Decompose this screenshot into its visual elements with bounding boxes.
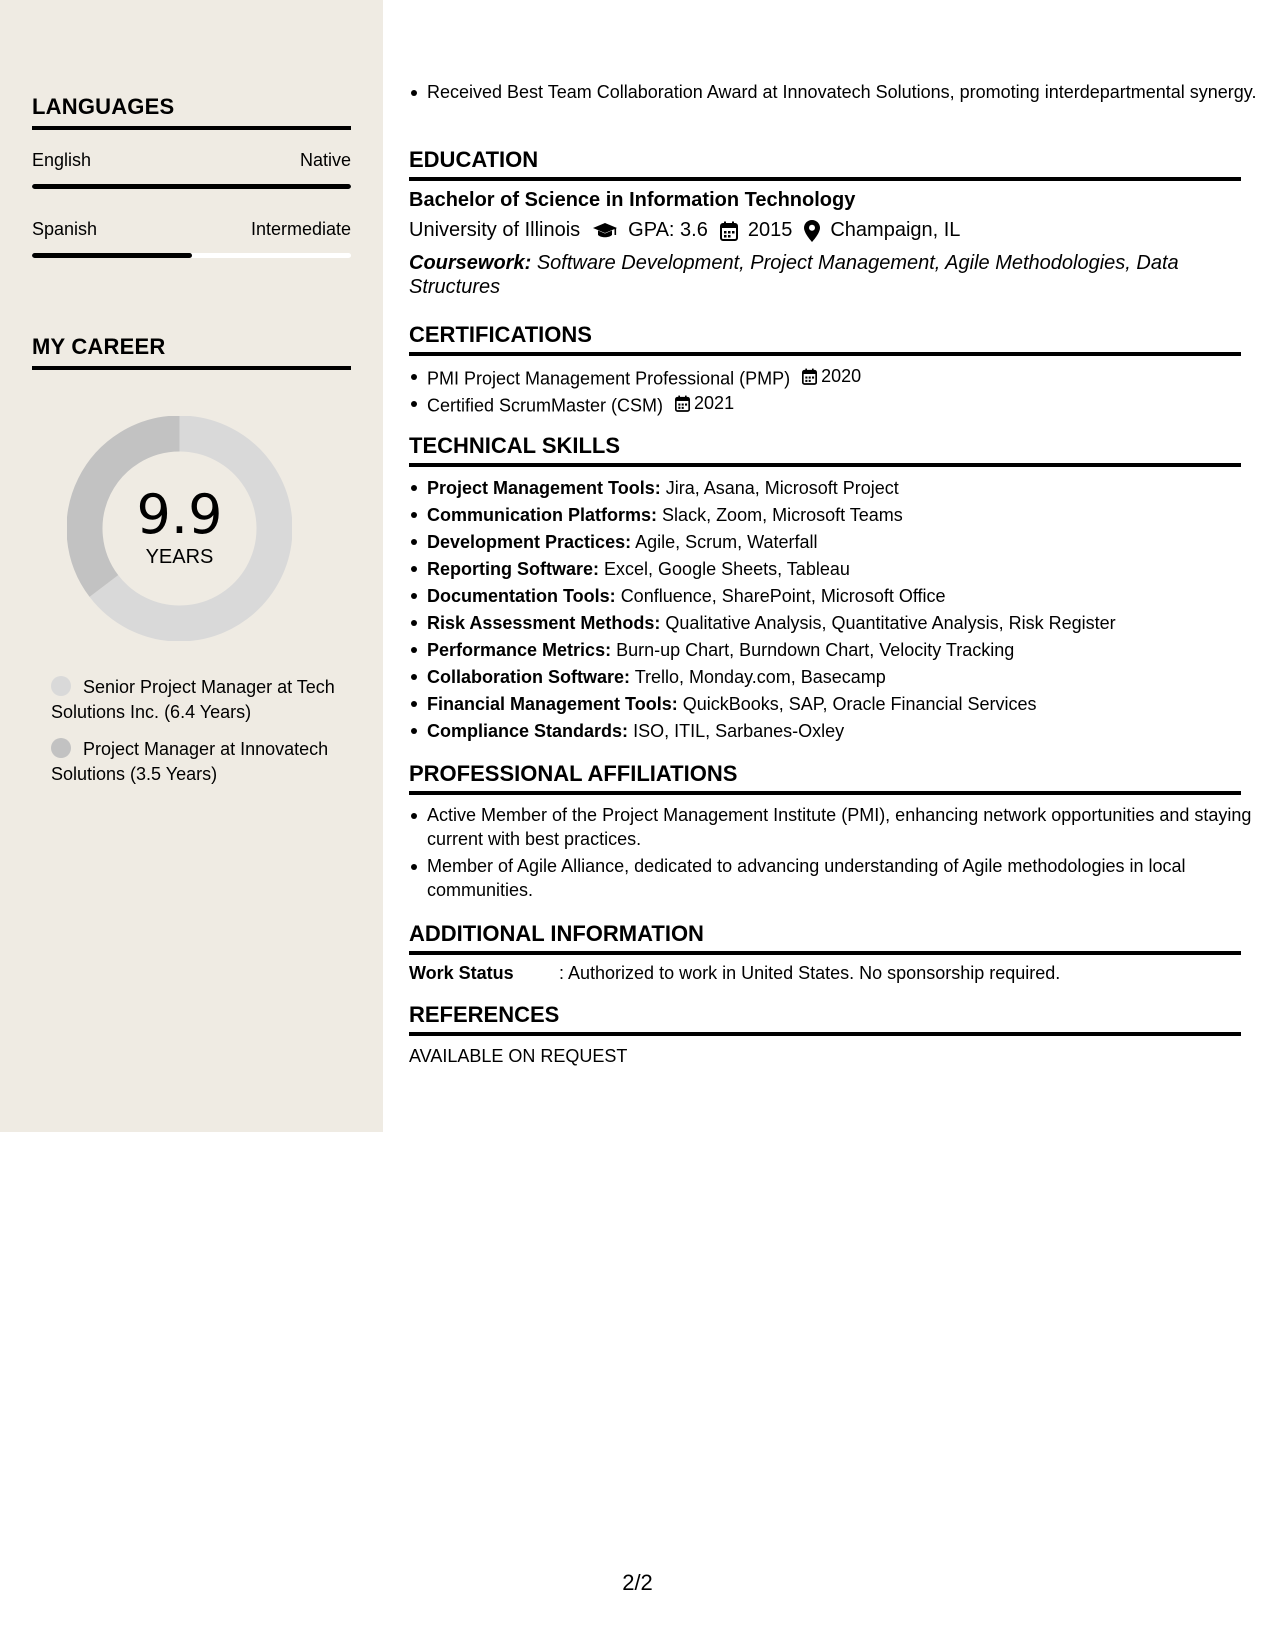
- skill-label: Reporting Software:: [427, 559, 600, 579]
- skill-value: QuickBooks, SAP, Oracle Financial Services: [682, 694, 1037, 714]
- work-status-row: [409, 963, 1060, 984]
- skill-item: [427, 529, 1259, 556]
- skill-label: Development Practices:: [427, 532, 632, 552]
- skill-value: Confluence, SharePoint, Microsoft Office: [620, 586, 946, 606]
- list-item: Received Best Team Collaboration Award at Innovatech Solutions, promoting interdepartmental synergy.: [427, 80, 1259, 104]
- work-status-label: Work Status: [409, 963, 514, 983]
- achievement-list: [409, 80, 1259, 104]
- education-year: 2015: [747, 219, 793, 241]
- skill-item: [427, 637, 1259, 664]
- language-level: Intermediate: [250, 219, 351, 239]
- skill-item: [427, 691, 1259, 718]
- language-bar-fill: [32, 184, 351, 189]
- career-legend-text: Project Manager at Innovatech Solutions (3.5 Years): [51, 739, 329, 784]
- skill-item: [427, 610, 1259, 637]
- coursework-text: Software Development, Project Management, Agile Methodologies, Data Structures: [409, 252, 1179, 298]
- language-row-spanish: [32, 219, 351, 240]
- skill-value: ISO, ITIL, Sarbanes-Oxley: [633, 721, 845, 741]
- skill-item: [427, 664, 1259, 691]
- career-legend-item: [51, 675, 351, 725]
- technical-skills-heading: TECHNICAL SKILLS: [409, 433, 1241, 467]
- skill-item: [427, 583, 1259, 610]
- skill-item: [427, 475, 1259, 502]
- certification-year: 2020: [821, 366, 862, 386]
- certification-date: [802, 364, 861, 388]
- coursework-label: Coursework:: [409, 252, 532, 274]
- certifications-list: [409, 364, 1259, 418]
- donut-center: [67, 483, 292, 569]
- language-bar-fill: [32, 253, 192, 258]
- certification-name: Certified ScrumMaster (CSM): [427, 395, 664, 416]
- certifications-heading: CERTIFICATIONS: [409, 322, 1241, 356]
- certification-year: 2021: [694, 393, 735, 413]
- certification-date: [675, 391, 734, 415]
- skill-label: Collaboration Software:: [427, 667, 631, 687]
- education-school: University of Illinois: [409, 219, 581, 241]
- language-level: Native: [299, 150, 351, 170]
- skill-label: Communication Platforms:: [427, 505, 658, 525]
- graduation-cap-icon: [592, 222, 618, 240]
- skill-label: Financial Management Tools:: [427, 694, 678, 714]
- certification-name: PMI Project Management Professional (PMP): [427, 368, 791, 389]
- career-legend-text: Senior Project Manager at Tech Solutions Inc. (6.4 Years): [51, 677, 335, 722]
- skill-value: Burn-up Chart, Burndown Chart, Velocity Tracking: [616, 640, 1015, 660]
- education-details: [409, 219, 960, 242]
- language-name: English: [32, 150, 92, 170]
- skill-label: Documentation Tools:: [427, 586, 616, 606]
- education-coursework: [409, 251, 1241, 299]
- career-legend-item: [51, 737, 351, 787]
- skill-value: Qualitative Analysis, Quantitative Analysis, Risk Register: [665, 613, 1116, 633]
- page-number: 2/2: [622, 1570, 653, 1595]
- career-donut-chart: [67, 416, 292, 641]
- certification-item: [427, 391, 1259, 418]
- skill-label: Project Management Tools:: [427, 478, 661, 498]
- career-total-years: 9.9: [136, 483, 223, 546]
- language-row-english: [32, 150, 351, 171]
- calendar-icon: [802, 368, 817, 385]
- education-heading: EDUCATION: [409, 147, 1241, 181]
- work-status-value: : Authorized to work in United States. No sponsorship required.: [559, 963, 1061, 983]
- references-text: AVAILABLE ON REQUEST: [409, 1046, 628, 1066]
- calendar-icon: [720, 221, 738, 241]
- skill-item: [427, 718, 1259, 745]
- skill-label: Performance Metrics:: [427, 640, 612, 660]
- skill-label: Risk Assessment Methods:: [427, 613, 661, 633]
- affiliation-item: Member of Agile Alliance, dedicated to advancing understanding of Agile methodologies in local communities.: [427, 854, 1259, 902]
- affiliations-heading: PROFESSIONAL AFFILIATIONS: [409, 761, 1241, 795]
- skill-item: [427, 502, 1259, 529]
- education-location: Champaign, IL: [830, 219, 961, 241]
- legend-dot: [51, 738, 71, 758]
- career-heading: MY CAREER: [32, 334, 351, 370]
- affiliation-item: Active Member of the Project Management Institute (PMI), enhancing network opportunities and staying current with best practices.: [427, 803, 1259, 851]
- skill-value: Jira, Asana, Microsoft Project: [665, 478, 899, 498]
- additional-information-heading: ADDITIONAL INFORMATION: [409, 921, 1241, 955]
- language-bar-english: [32, 184, 351, 189]
- career-total-unit: YEARS: [145, 546, 214, 568]
- certification-item: [427, 364, 1259, 391]
- technical-skills-list: [409, 475, 1259, 745]
- skill-label: Compliance Standards:: [427, 721, 629, 741]
- education-gpa: GPA: 3.6: [628, 219, 708, 241]
- skill-value: Trello, Monday.com, Basecamp: [634, 667, 886, 687]
- education-degree: Bachelor of Science in Information Technology: [409, 189, 856, 211]
- language-name: Spanish: [32, 219, 98, 239]
- skill-value: Slack, Zoom, Microsoft Teams: [662, 505, 903, 525]
- skill-value: Agile, Scrum, Waterfall: [635, 532, 818, 552]
- sidebar: [0, 0, 383, 1132]
- skill-value: Excel, Google Sheets, Tableau: [604, 559, 850, 579]
- legend-dot: [51, 676, 71, 696]
- location-pin-icon: [804, 220, 820, 242]
- affiliations-list: [409, 803, 1259, 902]
- languages-heading: LANGUAGES: [32, 94, 351, 130]
- language-bar-spanish: [32, 253, 351, 258]
- calendar-icon: [675, 395, 690, 412]
- skill-item: [427, 556, 1259, 583]
- references-heading: REFERENCES: [409, 1002, 1241, 1036]
